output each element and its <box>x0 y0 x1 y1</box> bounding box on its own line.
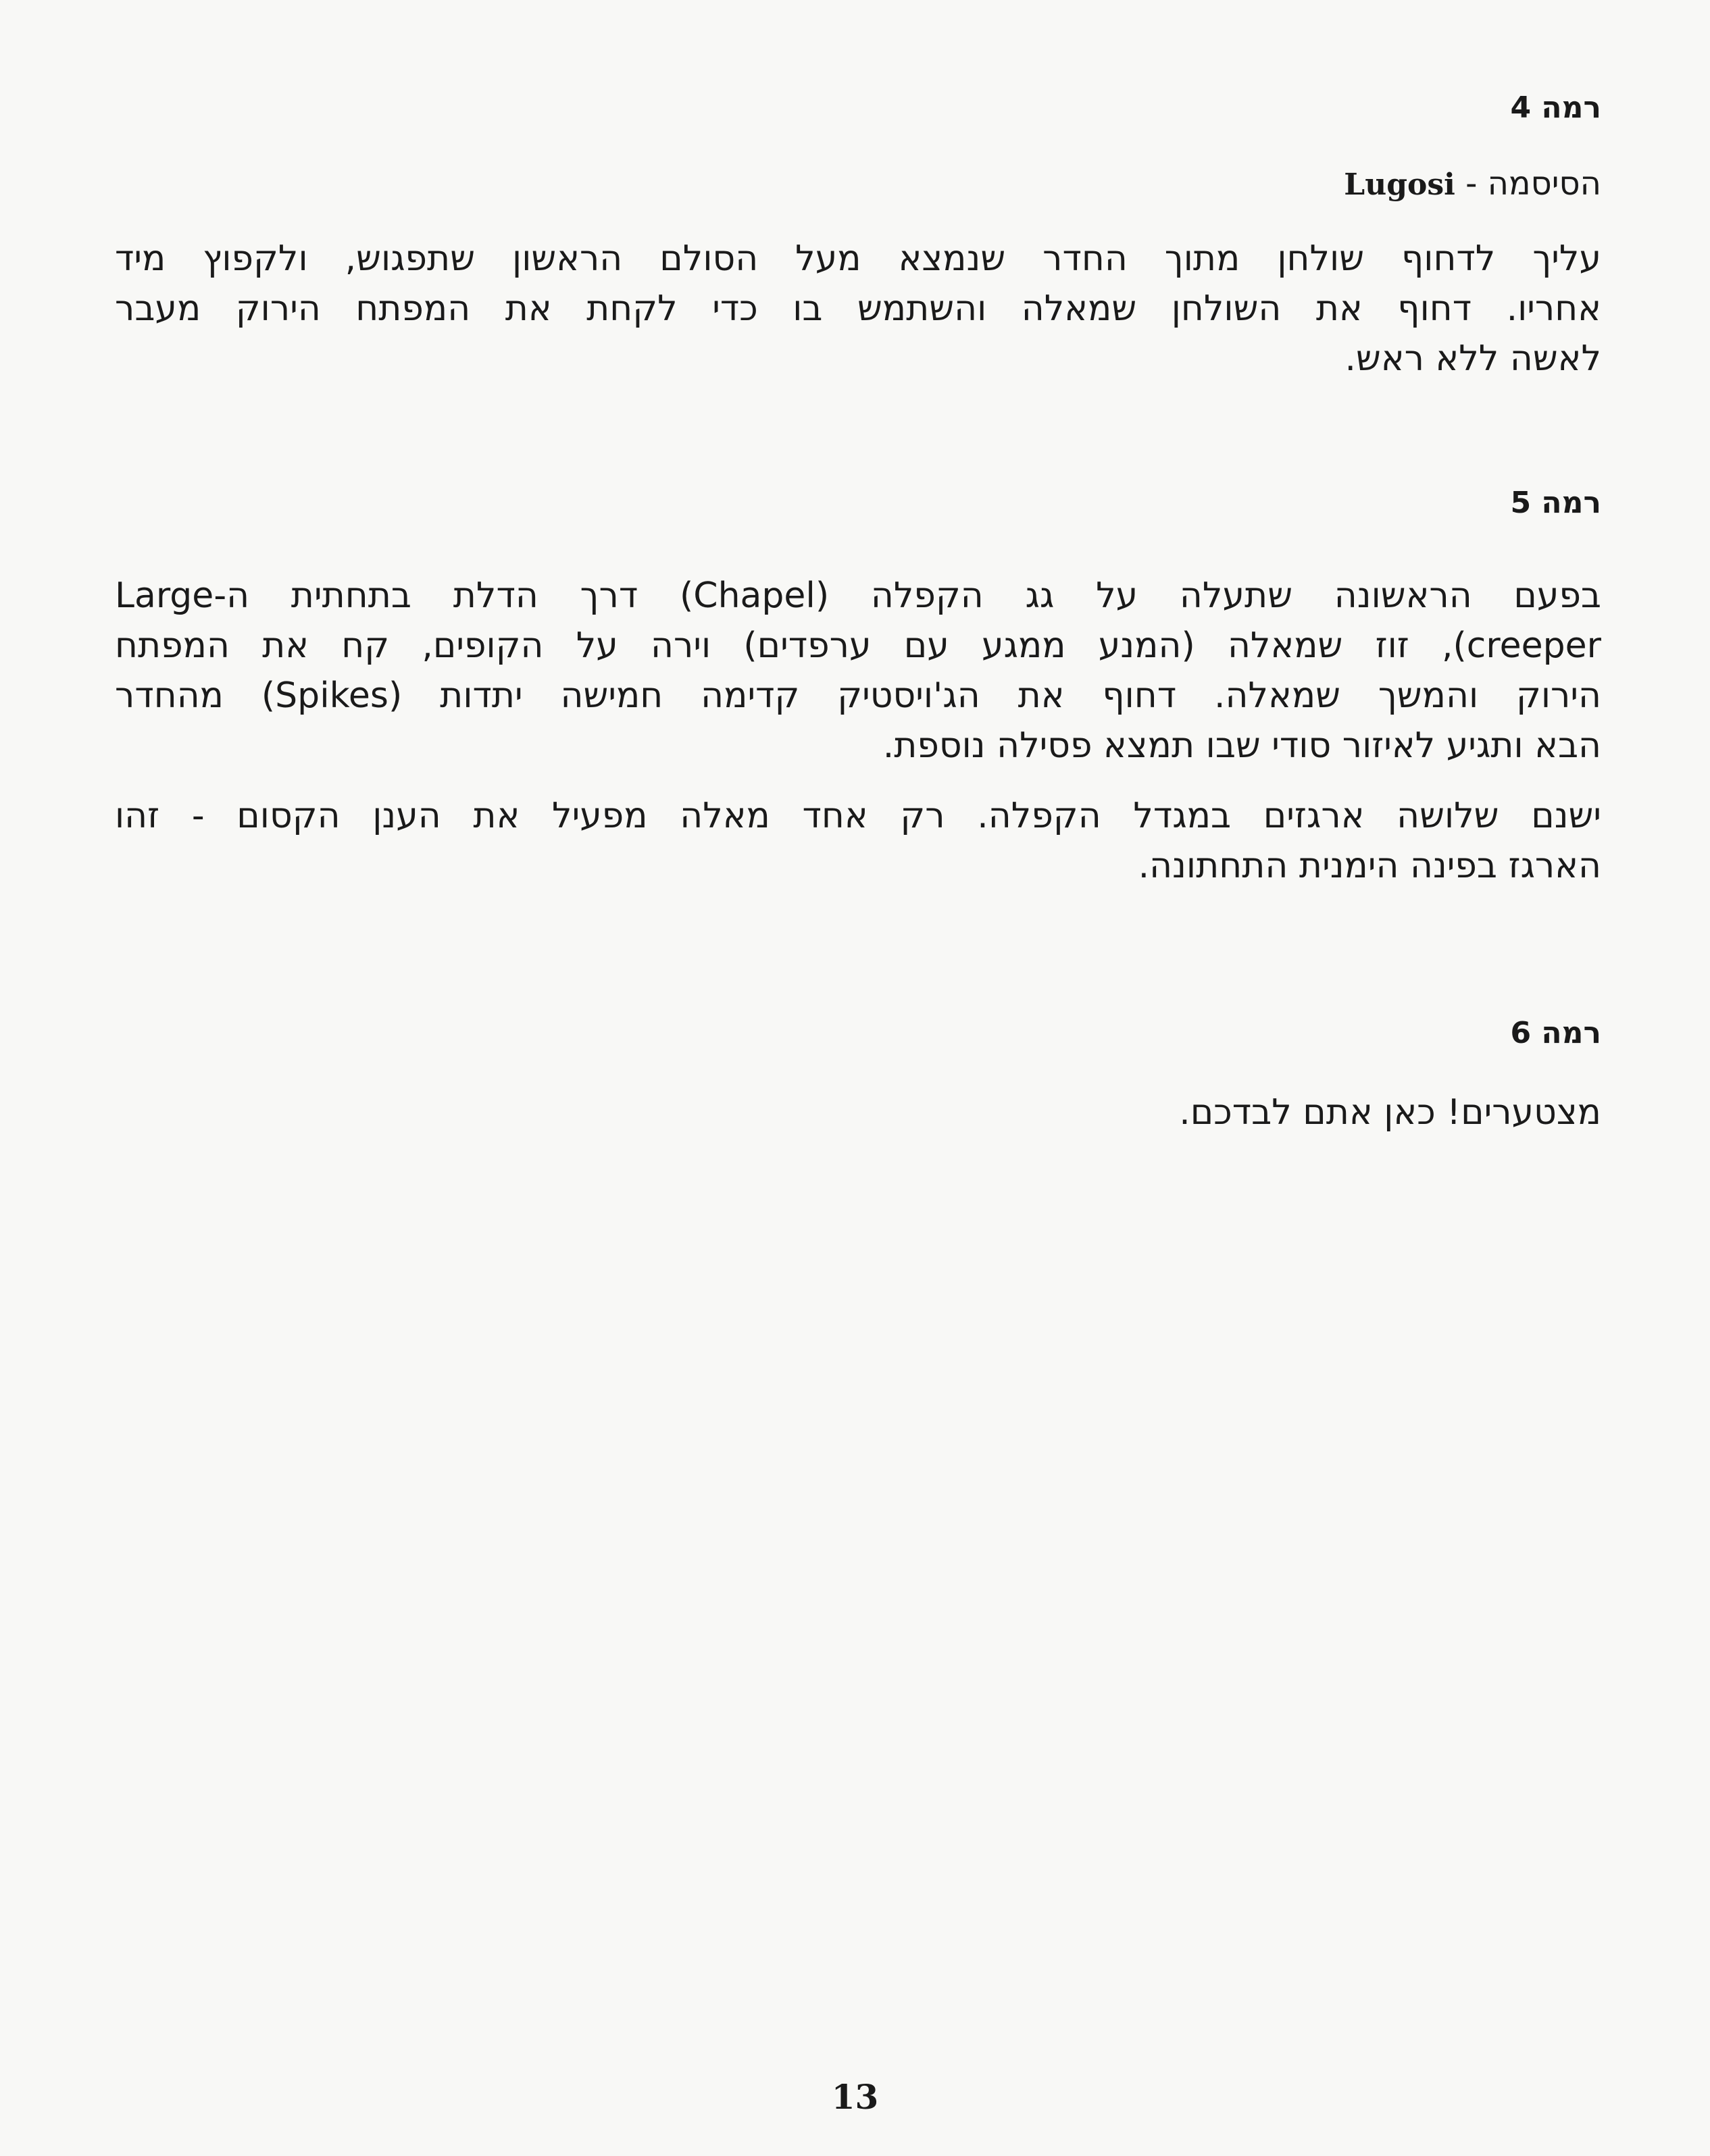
section-level-6 <box>115 1013 1601 1137</box>
paragraph <box>115 571 1601 771</box>
text-line: לאשה ללא ראש. <box>1344 338 1601 379</box>
paragraph <box>115 791 1601 891</box>
paragraph <box>115 1087 1601 1137</box>
paragraph <box>115 234 1601 384</box>
section-heading: רמה 5 <box>1510 486 1601 520</box>
password-label: הסיסמה - <box>1455 165 1601 203</box>
password-line <box>115 162 1601 207</box>
page-number: 13 <box>831 2077 879 2117</box>
section-heading: רמה 6 <box>1510 1016 1601 1050</box>
password-value: Lugosi <box>1344 168 1455 202</box>
text-line: הירוק והמשך שמאלה. דחוף את הג'ויסטיק קדימה חמישה יתדות (Spikes) מהחדר <box>115 675 1601 716</box>
text-line: מצטערים! כאן אתם לבדכם. <box>1179 1092 1601 1133</box>
text-line: creeper), זוז שמאלה (המנע ממגע עם ערפדים) וירה על הקופים, קח את המפתח <box>115 625 1601 666</box>
text-line: הבא ותגיע לאיזור סודי שבו תמצא פסילה נוספת. <box>882 725 1601 766</box>
text-line: עליך לדחוף שולחן מתוך החדר שנמצא מעל הסולם הראשון שתפגוש, ולקפוץ מיד <box>115 238 1601 279</box>
section-level-5 <box>115 483 1601 891</box>
text-line: בפעם הראשונה שתעלה על גג הקפלה (Chapel) דרך הדלת בתחתית ה-Large <box>115 575 1601 616</box>
text-line: הארגז בפינה הימנית התחתונה. <box>1138 846 1601 886</box>
text-line: אחריו. דחוף את השולחן שמאלה והשתמש בו כדי לקחת את המפתח הירוק מעבר <box>115 288 1601 329</box>
section-heading: רמה 4 <box>1510 91 1601 125</box>
text-line: ישנם שלושה ארגזים במגדל הקפלה. רק אחד מאלה מפעיל את הענן הקסום - זהו <box>115 796 1601 836</box>
section-level-4 <box>115 88 1601 384</box>
